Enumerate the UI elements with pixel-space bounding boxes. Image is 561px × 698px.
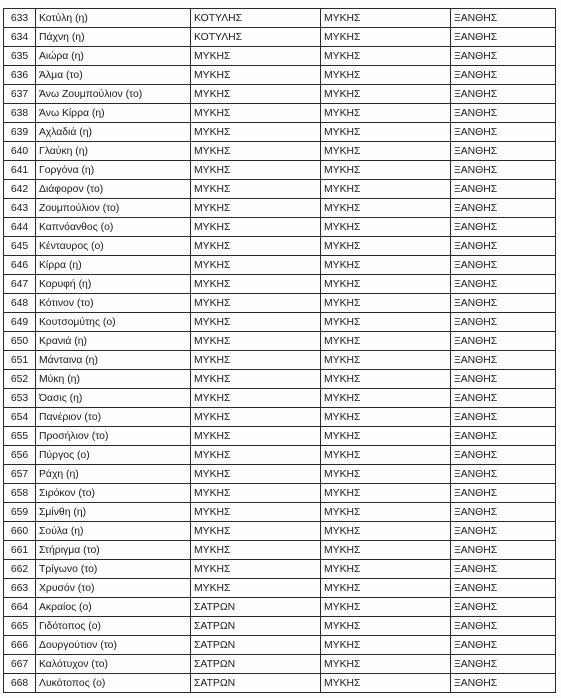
community-cell: ΜΥΚΗΣ	[191, 351, 321, 370]
municipality-cell: ΜΥΚΗΣ	[321, 142, 451, 161]
prefecture-cell: ΞΑΝΘΗΣ	[451, 503, 556, 522]
prefecture-cell: ΞΑΝΘΗΣ	[451, 256, 556, 275]
prefecture-cell: ΞΑΝΘΗΣ	[451, 579, 556, 598]
municipality-cell: ΜΥΚΗΣ	[321, 427, 451, 446]
prefecture-cell: ΞΑΝΘΗΣ	[451, 427, 556, 446]
prefecture-cell: ΞΑΝΘΗΣ	[451, 294, 556, 313]
prefecture-cell: ΞΑΝΘΗΣ	[451, 28, 556, 47]
table-row	[4, 370, 556, 389]
municipality-cell: ΜΥΚΗΣ	[321, 446, 451, 465]
table-row	[4, 199, 556, 218]
place-name-cell: Καπνόανθος (ο)	[36, 218, 191, 237]
community-cell: ΣΑΤΡΩΝ	[191, 674, 321, 693]
place-name-cell: Πύργος (ο)	[36, 446, 191, 465]
table-row	[4, 522, 556, 541]
row-number-cell: 653	[4, 389, 36, 408]
row-number-cell: 642	[4, 180, 36, 199]
place-name-cell: Καλότυχον (το)	[36, 655, 191, 674]
municipality-cell: ΜΥΚΗΣ	[321, 275, 451, 294]
row-number-cell: 652	[4, 370, 36, 389]
row-number-cell: 666	[4, 636, 36, 655]
municipality-cell: ΜΥΚΗΣ	[321, 161, 451, 180]
place-name-cell: Ράχη (η)	[36, 465, 191, 484]
table-body	[4, 9, 556, 693]
table-row	[4, 28, 556, 47]
prefecture-cell: ΞΑΝΘΗΣ	[451, 351, 556, 370]
community-cell: ΜΥΚΗΣ	[191, 408, 321, 427]
prefecture-cell: ΞΑΝΘΗΣ	[451, 237, 556, 256]
place-name-cell: Κουτσομύτης (ο)	[36, 313, 191, 332]
community-cell: ΜΥΚΗΣ	[191, 579, 321, 598]
municipality-cell: ΜΥΚΗΣ	[321, 294, 451, 313]
place-name-cell: Άνω Ζουμπούλιον (το)	[36, 85, 191, 104]
prefecture-cell: ΞΑΝΘΗΣ	[451, 85, 556, 104]
community-cell: ΜΥΚΗΣ	[191, 560, 321, 579]
prefecture-cell: ΞΑΝΘΗΣ	[451, 142, 556, 161]
row-number-cell: 655	[4, 427, 36, 446]
row-number-cell: 634	[4, 28, 36, 47]
prefecture-cell: ΞΑΝΘΗΣ	[451, 674, 556, 693]
prefecture-cell: ΞΑΝΘΗΣ	[451, 370, 556, 389]
community-cell: ΜΥΚΗΣ	[191, 237, 321, 256]
table-row	[4, 560, 556, 579]
row-number-cell: 643	[4, 199, 36, 218]
community-cell: ΣΑΤΡΩΝ	[191, 655, 321, 674]
table-row	[4, 66, 556, 85]
row-number-cell: 660	[4, 522, 36, 541]
table-row	[4, 617, 556, 636]
table-row	[4, 389, 556, 408]
prefecture-cell: ΞΑΝΘΗΣ	[451, 655, 556, 674]
table-row	[4, 636, 556, 655]
row-number-cell: 637	[4, 85, 36, 104]
table-row	[4, 104, 556, 123]
prefecture-cell: ΞΑΝΘΗΣ	[451, 218, 556, 237]
row-number-cell: 663	[4, 579, 36, 598]
place-name-cell: Μύκη (η)	[36, 370, 191, 389]
place-name-cell: Κρανιά (η)	[36, 332, 191, 351]
municipality-cell: ΜΥΚΗΣ	[321, 104, 451, 123]
municipality-cell: ΜΥΚΗΣ	[321, 484, 451, 503]
place-name-cell: Σούλα (η)	[36, 522, 191, 541]
community-cell: ΜΥΚΗΣ	[191, 199, 321, 218]
community-cell: ΜΥΚΗΣ	[191, 275, 321, 294]
place-name-cell: Διάφορον (το)	[36, 180, 191, 199]
table-row	[4, 446, 556, 465]
community-cell: ΜΥΚΗΣ	[191, 541, 321, 560]
community-cell: ΣΑΤΡΩΝ	[191, 636, 321, 655]
municipality-cell: ΜΥΚΗΣ	[321, 579, 451, 598]
table-row	[4, 674, 556, 693]
prefecture-cell: ΞΑΝΘΗΣ	[451, 408, 556, 427]
prefecture-cell: ΞΑΝΘΗΣ	[451, 275, 556, 294]
row-number-cell: 635	[4, 47, 36, 66]
prefecture-cell: ΞΑΝΘΗΣ	[451, 9, 556, 28]
community-cell: ΣΑΤΡΩΝ	[191, 598, 321, 617]
table-row	[4, 351, 556, 370]
community-cell: ΜΥΚΗΣ	[191, 123, 321, 142]
table-row	[4, 161, 556, 180]
table-row	[4, 85, 556, 104]
place-name-cell: Όασις (η)	[36, 389, 191, 408]
municipality-cell: ΜΥΚΗΣ	[321, 47, 451, 66]
community-cell: ΜΥΚΗΣ	[191, 218, 321, 237]
prefecture-cell: ΞΑΝΘΗΣ	[451, 66, 556, 85]
community-cell: ΜΥΚΗΣ	[191, 427, 321, 446]
municipality-cell: ΜΥΚΗΣ	[321, 636, 451, 655]
community-cell: ΜΥΚΗΣ	[191, 142, 321, 161]
community-cell: ΜΥΚΗΣ	[191, 446, 321, 465]
community-cell: ΜΥΚΗΣ	[191, 66, 321, 85]
row-number-cell: 644	[4, 218, 36, 237]
place-name-cell: Αχλαδιά (η)	[36, 123, 191, 142]
table-row	[4, 465, 556, 484]
place-name-cell: Κένταυρος (ο)	[36, 237, 191, 256]
place-name-cell: Μάνταινα (η)	[36, 351, 191, 370]
prefecture-cell: ΞΑΝΘΗΣ	[451, 47, 556, 66]
municipality-cell: ΜΥΚΗΣ	[321, 199, 451, 218]
community-cell: ΜΥΚΗΣ	[191, 104, 321, 123]
place-name-cell: Κότινον (το)	[36, 294, 191, 313]
community-cell: ΜΥΚΗΣ	[191, 503, 321, 522]
community-cell: ΜΥΚΗΣ	[191, 47, 321, 66]
row-number-cell: 640	[4, 142, 36, 161]
place-name-cell: Τρίγωνο (το)	[36, 560, 191, 579]
row-number-cell: 645	[4, 237, 36, 256]
place-name-cell: Γλαύκη (η)	[36, 142, 191, 161]
table-row	[4, 142, 556, 161]
community-cell: ΚΟΤΥΛΗΣ	[191, 9, 321, 28]
municipality-cell: ΜΥΚΗΣ	[321, 85, 451, 104]
table-row	[4, 9, 556, 28]
prefecture-cell: ΞΑΝΘΗΣ	[451, 199, 556, 218]
table-row	[4, 180, 556, 199]
row-number-cell: 648	[4, 294, 36, 313]
table-row	[4, 332, 556, 351]
place-name-cell: Κορυφή (η)	[36, 275, 191, 294]
place-name-cell: Γιδότοπος (ο)	[36, 617, 191, 636]
prefecture-cell: ΞΑΝΘΗΣ	[451, 104, 556, 123]
table-row	[4, 294, 556, 313]
municipality-cell: ΜΥΚΗΣ	[321, 617, 451, 636]
municipality-cell: ΜΥΚΗΣ	[321, 218, 451, 237]
table-row	[4, 541, 556, 560]
prefecture-cell: ΞΑΝΘΗΣ	[451, 446, 556, 465]
municipality-cell: ΜΥΚΗΣ	[321, 313, 451, 332]
prefecture-cell: ΞΑΝΘΗΣ	[451, 389, 556, 408]
table-row	[4, 484, 556, 503]
municipality-cell: ΜΥΚΗΣ	[321, 256, 451, 275]
municipality-cell: ΜΥΚΗΣ	[321, 560, 451, 579]
prefecture-cell: ΞΑΝΘΗΣ	[451, 465, 556, 484]
community-cell: ΚΟΤΥΛΗΣ	[191, 28, 321, 47]
place-name-cell: Πάχνη (η)	[36, 28, 191, 47]
community-cell: ΜΥΚΗΣ	[191, 465, 321, 484]
prefecture-cell: ΞΑΝΘΗΣ	[451, 617, 556, 636]
row-number-cell: 647	[4, 275, 36, 294]
place-name-cell: Δουργούτιον (το)	[36, 636, 191, 655]
row-number-cell: 654	[4, 408, 36, 427]
table-row	[4, 427, 556, 446]
municipality-cell: ΜΥΚΗΣ	[321, 408, 451, 427]
row-number-cell: 662	[4, 560, 36, 579]
municipality-cell: ΜΥΚΗΣ	[321, 123, 451, 142]
place-name-cell: Ακραίος (ο)	[36, 598, 191, 617]
prefecture-cell: ΞΑΝΘΗΣ	[451, 161, 556, 180]
municipality-cell: ΜΥΚΗΣ	[321, 541, 451, 560]
municipality-cell: ΜΥΚΗΣ	[321, 237, 451, 256]
row-number-cell: 639	[4, 123, 36, 142]
row-number-cell: 661	[4, 541, 36, 560]
place-name-cell: Προσήλιον (το)	[36, 427, 191, 446]
municipality-cell: ΜΥΚΗΣ	[321, 9, 451, 28]
place-name-cell: Λυκότοπος (ο)	[36, 674, 191, 693]
row-number-cell: 659	[4, 503, 36, 522]
community-cell: ΜΥΚΗΣ	[191, 85, 321, 104]
row-number-cell: 641	[4, 161, 36, 180]
place-name-cell: Ζουμπούλιον (το)	[36, 199, 191, 218]
prefecture-cell: ΞΑΝΘΗΣ	[451, 636, 556, 655]
place-name-cell: Γοργόνα (η)	[36, 161, 191, 180]
table-row	[4, 503, 556, 522]
municipality-cell: ΜΥΚΗΣ	[321, 66, 451, 85]
community-cell: ΜΥΚΗΣ	[191, 256, 321, 275]
municipality-cell: ΜΥΚΗΣ	[321, 351, 451, 370]
community-cell: ΜΥΚΗΣ	[191, 522, 321, 541]
place-name-cell: Κοτύλη (η)	[36, 9, 191, 28]
row-number-cell: 650	[4, 332, 36, 351]
prefecture-cell: ΞΑΝΘΗΣ	[451, 484, 556, 503]
municipality-cell: ΜΥΚΗΣ	[321, 465, 451, 484]
municipality-cell: ΜΥΚΗΣ	[321, 389, 451, 408]
row-number-cell: 651	[4, 351, 36, 370]
municipality-cell: ΜΥΚΗΣ	[321, 674, 451, 693]
prefecture-cell: ΞΑΝΘΗΣ	[451, 522, 556, 541]
municipality-cell: ΜΥΚΗΣ	[321, 598, 451, 617]
municipality-cell: ΜΥΚΗΣ	[321, 332, 451, 351]
community-cell: ΜΥΚΗΣ	[191, 370, 321, 389]
community-cell: ΜΥΚΗΣ	[191, 313, 321, 332]
community-cell: ΜΥΚΗΣ	[191, 332, 321, 351]
community-cell: ΜΥΚΗΣ	[191, 180, 321, 199]
municipality-cell: ΜΥΚΗΣ	[321, 503, 451, 522]
prefecture-cell: ΞΑΝΘΗΣ	[451, 541, 556, 560]
table-row	[4, 218, 556, 237]
place-name-cell: Σμίνθη (η)	[36, 503, 191, 522]
table-row	[4, 655, 556, 674]
row-number-cell: 633	[4, 9, 36, 28]
municipality-cell: ΜΥΚΗΣ	[321, 655, 451, 674]
row-number-cell: 658	[4, 484, 36, 503]
community-cell: ΜΥΚΗΣ	[191, 389, 321, 408]
municipality-cell: ΜΥΚΗΣ	[321, 180, 451, 199]
place-name-cell: Πανέριον (το)	[36, 408, 191, 427]
row-number-cell: 636	[4, 66, 36, 85]
prefecture-cell: ΞΑΝΘΗΣ	[451, 180, 556, 199]
row-number-cell: 646	[4, 256, 36, 275]
table-row	[4, 275, 556, 294]
community-cell: ΣΑΤΡΩΝ	[191, 617, 321, 636]
row-number-cell: 664	[4, 598, 36, 617]
row-number-cell: 667	[4, 655, 36, 674]
community-cell: ΜΥΚΗΣ	[191, 294, 321, 313]
place-name-cell: Κίρρα (η)	[36, 256, 191, 275]
table-row	[4, 256, 556, 275]
community-cell: ΜΥΚΗΣ	[191, 161, 321, 180]
table-row	[4, 123, 556, 142]
place-name-cell: Άλμα (το)	[36, 66, 191, 85]
settlements-table	[3, 8, 556, 693]
place-name-cell: Στήριγμα (το)	[36, 541, 191, 560]
place-name-cell: Χρυσόν (το)	[36, 579, 191, 598]
place-name-cell: Άνω Κίρρα (η)	[36, 104, 191, 123]
prefecture-cell: ΞΑΝΘΗΣ	[451, 123, 556, 142]
municipality-cell: ΜΥΚΗΣ	[321, 370, 451, 389]
community-cell: ΜΥΚΗΣ	[191, 484, 321, 503]
prefecture-cell: ΞΑΝΘΗΣ	[451, 598, 556, 617]
table-row	[4, 47, 556, 66]
row-number-cell: 657	[4, 465, 36, 484]
row-number-cell: 638	[4, 104, 36, 123]
table-row	[4, 408, 556, 427]
prefecture-cell: ΞΑΝΘΗΣ	[451, 560, 556, 579]
municipality-cell: ΜΥΚΗΣ	[321, 522, 451, 541]
row-number-cell: 668	[4, 674, 36, 693]
table-row	[4, 598, 556, 617]
table-row	[4, 237, 556, 256]
place-name-cell: Αιώρα (η)	[36, 47, 191, 66]
row-number-cell: 665	[4, 617, 36, 636]
prefecture-cell: ΞΑΝΘΗΣ	[451, 313, 556, 332]
prefecture-cell: ΞΑΝΘΗΣ	[451, 332, 556, 351]
table-row	[4, 313, 556, 332]
municipality-cell: ΜΥΚΗΣ	[321, 28, 451, 47]
row-number-cell: 656	[4, 446, 36, 465]
row-number-cell: 649	[4, 313, 36, 332]
table-row	[4, 579, 556, 598]
place-name-cell: Σιρόκον (το)	[36, 484, 191, 503]
